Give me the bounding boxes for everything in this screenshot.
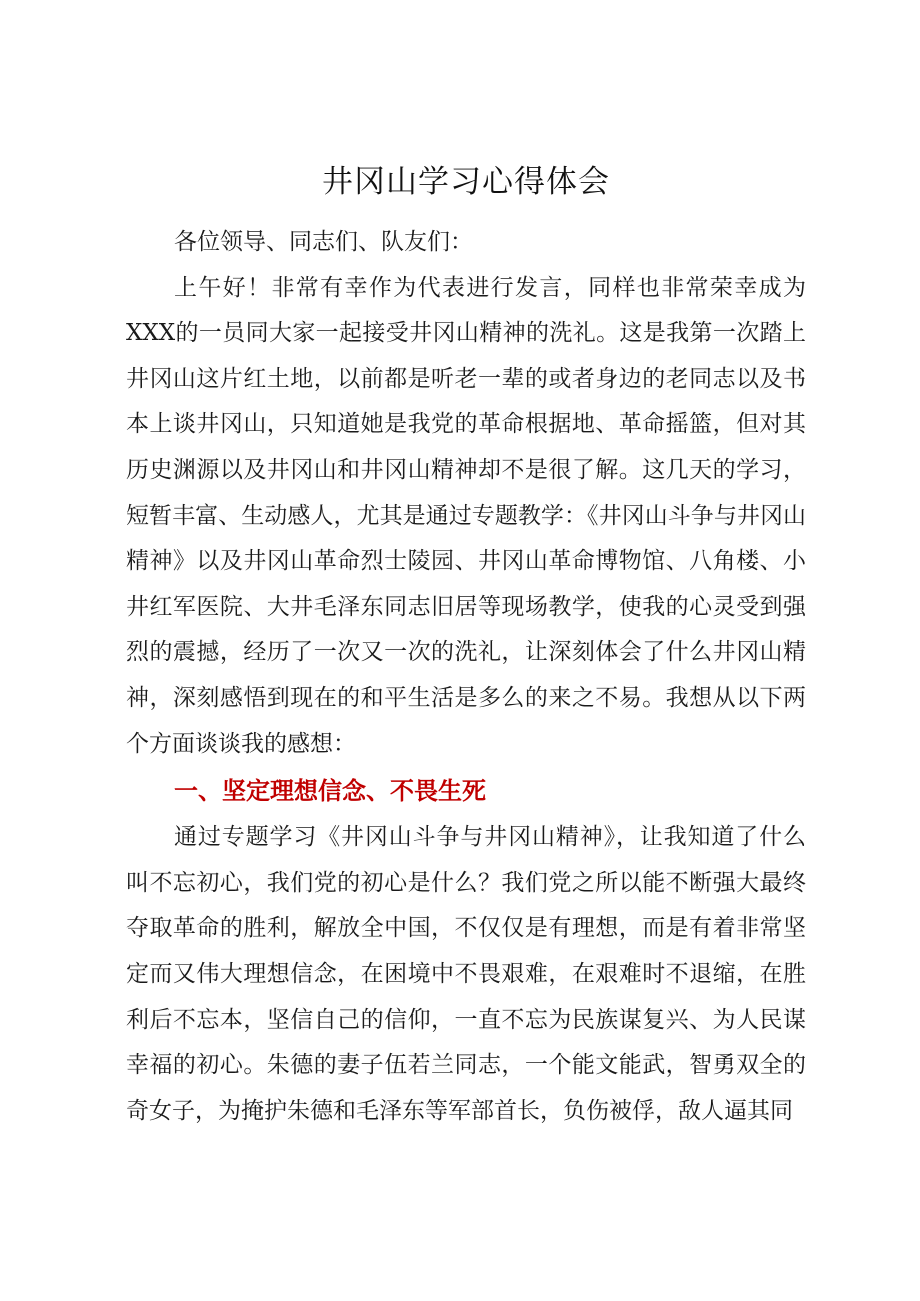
document-title: 井冈山学习心得体会 bbox=[322, 164, 610, 200]
salutation: 各位领导、同志们、队友们： bbox=[174, 229, 473, 255]
paragraph-intro: 上午好！非常有幸作为代表进行发言，同样也非常荣幸成为XXX的一员同大家一起接受井冈山精神的洗礼。这是我第一次踏上井冈山这片红土地，以前都是听老一辈的或者身边的老同志以及书本上谈井冈山，只知道她是我党的革命根据地、革命摇篮，但对其历史渊源以及井冈山和井冈山精神却不是很了解。这几天的学习，短暂丰富、生动感人，尤其是通过专题教学：《井冈山斗争与井冈山精神》以及井冈山革命烈士陵园、井冈山革命博物馆、八角楼、小井红军医院、大井毛泽东同志旧居等现场教学，使我的心灵受到强烈的震撼，经历了一次又一次的洗礼，让深刻体会了什么井冈山精神，深刻感悟到现在的和平生活是多么的来之不易。我想从以下两个方面谈谈我的感想： bbox=[126, 274, 806, 757]
paragraph-section-1: 通过专题学习《井冈山斗争与井冈山精神》，让我知道了什么叫不忘初心，我们党的初心是什么？我们党之所以能不断强大最终夺取革命的胜利，解放全中国，不仅仅是有理想，而是有着非常坚定而又伟大理想信念，在困境中不畏艰难，在艰难时不退缩，在胜利后不忘本，坚信自己的信仰，一直不忘为民族谋复兴、为人民谋幸福的初心。朱德的妻子伍若兰同志，一个能文能武，智勇双全的奇女子，为掩护朱德和毛泽东等军部首长，负伤被俘，敌人逼其同 bbox=[126, 824, 806, 1124]
document-body bbox=[126, 156, 806, 1134]
section-heading-1: 一、坚定理想信念、不畏生死 bbox=[174, 777, 486, 806]
